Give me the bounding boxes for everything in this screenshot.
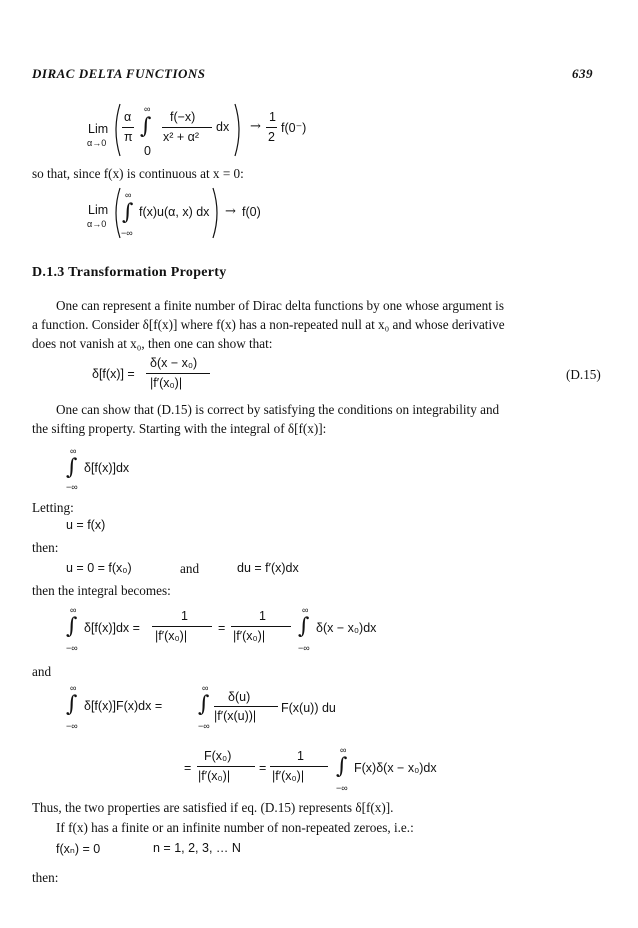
frac2-bar (270, 766, 328, 767)
equation-left: f(xₙ) = 0 (56, 842, 101, 856)
integral-sign-2: ∫ (298, 614, 310, 639)
integrand-denominator: x² + α² (163, 130, 200, 144)
upper-limit: ∞ (70, 446, 77, 456)
frac2-bar (231, 626, 291, 627)
equation-u: u = f(x) (66, 518, 106, 532)
numerator: δ(x − x₀) (150, 356, 198, 370)
frac1-bar (197, 766, 255, 767)
left-paren (110, 102, 122, 158)
integral-sign: ∫ (66, 614, 78, 639)
frac-bar (214, 706, 278, 707)
rhs-value: f(0⁻) (281, 121, 307, 135)
frac2-denominator: |f′(x₀)| (272, 769, 305, 783)
lhs: δ[f(x)] = (92, 367, 135, 381)
equation-label: (D.15) (566, 367, 601, 382)
paragraph-then-final: then: (32, 870, 59, 885)
lower-limit: −∞ (66, 721, 78, 731)
paragraph-line: One can show that (D.15) is correct by satisfying the conditions on integrability and (56, 402, 500, 417)
integral-sign: ∫ (140, 114, 152, 139)
integral-sign-2: ∫ (198, 692, 210, 717)
half-numerator: 1 (269, 110, 276, 124)
integrand: f(x)u(α, x) dx (139, 205, 210, 219)
frac2-numerator: 1 (259, 609, 266, 623)
integrand: δ[f(x)]dx (84, 461, 130, 475)
upper-limit: ∞ (70, 683, 77, 693)
integrand-2: δ(x − x₀)dx (316, 621, 377, 635)
upper-limit-2: ∞ (302, 605, 309, 615)
frac-numerator: δ(u) (228, 690, 251, 704)
paragraph-line: a function. Consider δ[f(x)] where f(x) has a non-repeated null at x₀ and whose derivative (32, 317, 505, 332)
lower-limit: −∞ (336, 783, 348, 793)
equals: = (218, 621, 226, 635)
page-number: 639 (572, 66, 593, 81)
frac-bar (146, 373, 210, 374)
paragraph-letting: Letting: (32, 500, 74, 515)
lower-limit-2: −∞ (298, 643, 310, 653)
upper-limit: ∞ (125, 190, 132, 200)
equation-left: u = 0 = f(x₀) (66, 561, 132, 575)
lim-label: Lim (88, 203, 109, 217)
coef-frac-bar (122, 127, 134, 128)
right-paren (211, 186, 223, 240)
integrand-numerator: f(−x) (170, 110, 196, 124)
frac1-numerator: 1 (181, 609, 188, 623)
integral-sign: ∫ (336, 754, 348, 779)
lower-limit: 0 (144, 144, 151, 158)
tail: F(x(u)) du (281, 701, 336, 715)
integrand: δ[f(x)]F(x)dx = (84, 699, 163, 713)
rhs-value: f(0) (242, 205, 261, 219)
frac2-denominator: |f′(x₀)| (233, 629, 266, 643)
lower-limit: −∞ (66, 482, 78, 492)
right-paren (233, 102, 245, 158)
integral-sign: ∫ (66, 455, 78, 480)
frac1-denominator: |f′(x₀)| (198, 769, 231, 783)
half-denominator: 2 (268, 130, 275, 144)
lower-limit-2: −∞ (198, 721, 210, 731)
integrand: δ[f(x)]dx = (84, 621, 140, 635)
paragraph-and: and (32, 664, 52, 679)
lim-subscript: α→0 (87, 138, 107, 148)
arrow: → (225, 204, 236, 219)
coef-alpha: α (124, 110, 132, 124)
paragraph-line: does not vanish at x₀, then one can show that: (32, 336, 273, 351)
paragraph-then: then: (32, 540, 59, 555)
integrand: F(x)δ(x − x₀)dx (354, 761, 437, 775)
paragraph-line: the sifting property. Starting with the integral of δ[f(x)]: (32, 421, 327, 436)
integrand-frac-bar (162, 127, 212, 128)
upper-limit: ∞ (144, 104, 151, 114)
dx: dx (216, 120, 230, 134)
upper-limit-2: ∞ (202, 683, 209, 693)
section-heading: D.1.3 Transformation Property (32, 265, 227, 280)
denominator: |f′(x₀)| (150, 376, 183, 390)
equation-and: and (180, 561, 200, 576)
equation-right: du = f′(x)dx (237, 561, 299, 575)
upper-limit: ∞ (340, 745, 347, 755)
frac-denominator: |f′(x(u))| (214, 709, 257, 723)
paragraph-then-integral: then the integral becomes: (32, 583, 171, 598)
arrow: → (250, 119, 261, 134)
half-frac-bar (266, 127, 277, 128)
lim-subscript: α→0 (87, 219, 107, 229)
equation-right: n = 1, 2, 3, … N (153, 841, 241, 855)
paragraph-line: Thus, the two properties are satisfied if eq. (D.15) represents δ[f(x)]. (32, 800, 394, 815)
frac1-numerator: F(x₀) (204, 749, 232, 763)
frac2-numerator: 1 (297, 749, 304, 763)
frac1-bar (152, 626, 212, 627)
integral-sign: ∫ (122, 200, 134, 225)
coef-pi: π (124, 130, 133, 144)
paragraph-line: One can represent a finite number of Dirac delta functions by one whose argument is (56, 298, 504, 313)
paragraph-line: If f(x) has a finite or an infinite number of non-repeated zeroes, i.e.: (56, 820, 414, 835)
frac1-denominator: |f′(x₀)| (155, 629, 188, 643)
equals-2: = (259, 761, 267, 775)
lower-limit: −∞ (66, 643, 78, 653)
running-header-title: DIRAC DELTA FUNCTIONS (32, 66, 206, 81)
integral-sign: ∫ (66, 692, 78, 717)
lower-limit: −∞ (121, 228, 133, 238)
upper-limit: ∞ (70, 605, 77, 615)
paragraph-continuous: so that, since f(x) is continuous at x = 0: (32, 166, 244, 181)
equals-1: = (184, 761, 192, 775)
lim-label: Lim (88, 122, 109, 136)
